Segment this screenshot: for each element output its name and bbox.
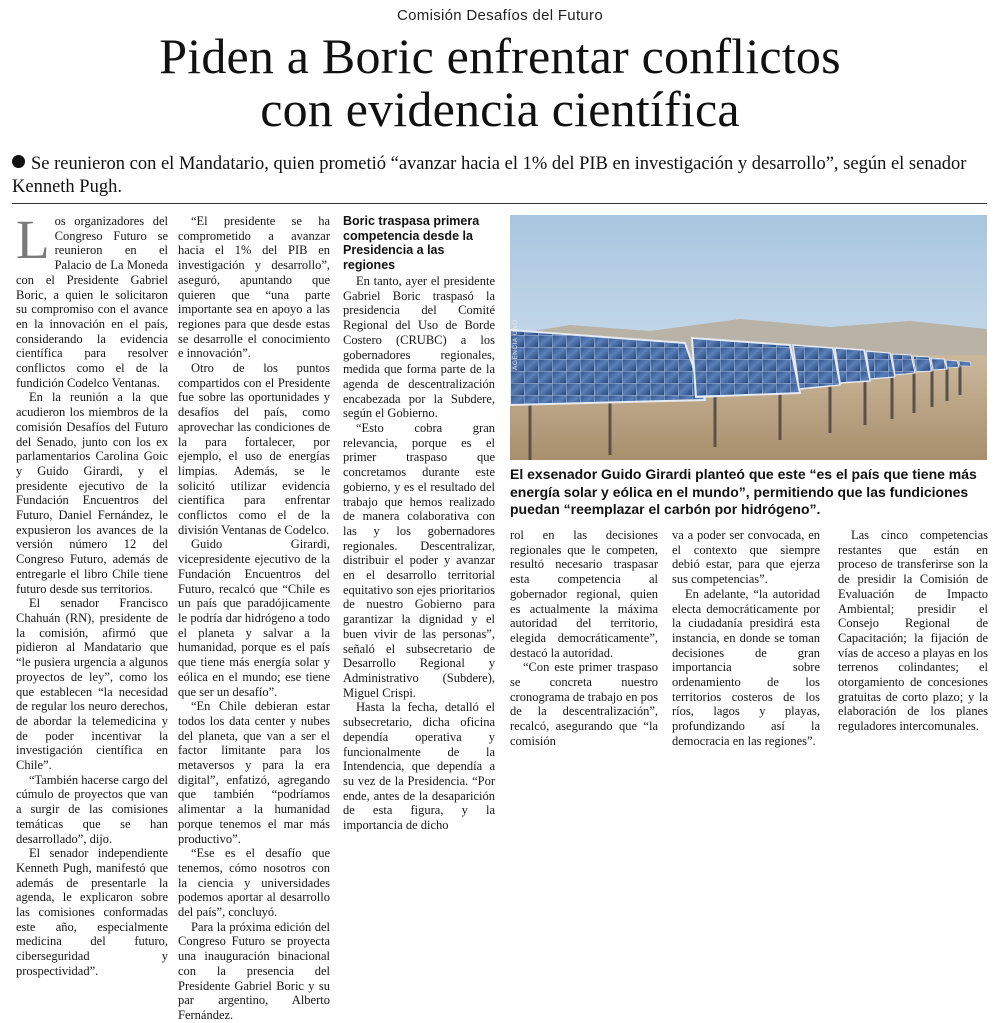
article-column-4 xyxy=(510,528,658,749)
deck-text: Se reunieron con el Mandatario, quien prometió “avanzar hacia el 1% del PIB en investigación y desarrollo”, según el senador Kenneth Pugh. xyxy=(12,154,967,197)
paragraph: Las cinco competencias restantes que están en proceso de transferirse son la de presidir la Comisión de Evaluación de Impacto Ambiental; presidir el Consejo Regional de Capacitación; la fijación de vías de acceso a playas en los terrenos colindantes; el otorgamiento de concesiones gratuitas de corto plazo; y la elaboración de los planes reguladores intercomunales. xyxy=(838,528,988,734)
article-column-2 xyxy=(178,214,330,1023)
divider xyxy=(12,203,987,204)
article-column-3 xyxy=(343,214,495,833)
paragraph: “El presidente se ha comprometido a avanzar hacia el 1% del PIB en investigación y desarrollo”, aseguró, apuntando que quieren que “una parte importante sea en apoyo a las regiones para que desde estas se desarrolle el conocimiento e innovación”. xyxy=(178,214,330,361)
paragraph: “También hacerse cargo del cúmulo de proyectos que van a surgir de las comisiones temáticas que se han desarrollado”, dijo. xyxy=(16,772,168,846)
section-label: Comisión Desafíos del Futuro xyxy=(397,7,603,24)
photo-credit: AGENCIA UNO xyxy=(512,319,519,370)
subheading: Boric traspasa primera competencia desde la Presidencia a las regiones xyxy=(343,214,480,272)
paragraph: “En Chile debieran estar todos los data center y nubes del planeta, que van a ser el factor limitante para los metaversos y para la era digital”, enfatizó, agregando que también “podríamos alimentar a la humanidad porque tenemos el mar más productivo”. xyxy=(178,699,330,846)
article-column-1 xyxy=(16,209,168,979)
photo-caption: El exsenador Guido Girardi planteó que este “es el país que tiene más energía solar y eólica en el mundo”, permitiendo que las fundiciones puedan “reemplazar el carbón por hidrógeno”. xyxy=(510,466,977,517)
article-column-6 xyxy=(838,528,988,734)
headline-line-1: Piden a Boric enfrentar conflictos xyxy=(159,28,841,84)
paragraph: Los organizadores del Congreso Futuro se reunieron en el Palacio de La Moneda con el Presidente Gabriel Boric, a quien le solicitaron su compromiso con el avance en la innovación en el país, considerando la evidencia científica para resolver conflictos como el de la fundición Codelco Ventanas. xyxy=(16,209,168,390)
paragraph: Hasta la fecha, detalló el subsecretario, dicha oficina dependía operativa y funcionalmente de la Intendencia, que dependía a su vez de la Presidencia. “Por ende, antes de la desaparición de esta figura, y la importancia de dicho xyxy=(343,700,495,833)
drop-cap: L xyxy=(16,209,50,270)
deck xyxy=(12,153,987,199)
paragraph: “Ese es el desafío que tenemos, cómo nosotros con la ciencia y universidades podemos aportar al desarrollo del país”, concluyó. xyxy=(178,846,330,920)
paragraph: En adelante, “la autoridad electa democráticamente por la ciudadanía presidirá esta instancia, en donde se toman decisiones de gran importancia sobre ordenamiento de los territorios costeros de los ríos, lagos y playas, profundizando así la democracia en las regiones”. xyxy=(672,586,820,748)
article-column-5 xyxy=(672,528,820,749)
paragraph: Para la próxima edición del Congreso Futuro se proyecta una inauguración binacional con la presencia del Presidente Gabriel Boric y su par argentino, Alberto Fernández. xyxy=(178,919,330,1022)
paragraph: El senador Francisco Chahuán (RN), presidente de la comisión, afirmó que pidieron al Mandatario que “le pusiera urgencia a algunos proyectos de ley”, como los que establecen “la necesidad de regular los neuro derechos, de abordar la telemedicina y de poder incentivar la investigación científica en Chile”. xyxy=(16,596,168,773)
paragraph: En la reunión a la que acudieron los miembros de la comisión Desafíos del Futuro del Senado, junto con los ex parlamentarios Carolina Goic y Guido Girardi, y el presidente ejecutivo de la Fundación Encuentros del Futuro, Daniel Fernández, le expusieron los avances de la versión número 12 del Congreso Futuro, además de entregarle el libro Chile tiene futuro desde sus territorios. xyxy=(16,390,168,596)
paragraph: va a poder ser convocada, en el contexto que siempre debió estar, para que ejerza sus competencias”. xyxy=(672,528,820,587)
paragraph: El senador independiente Kenneth Pugh, manifestó que además de presentarle la agenda, le explicaron sobre las comisiones conformadas este año, especialmente medicina del futuro, ciberseguridad y prospectividad”. xyxy=(16,846,168,978)
paragraph: “Esto cobra gran relevancia, porque es el primer traspaso que concretamos durante este gobierno, y es el resultado del trabajo que hemos realizado de manera colaborativa con las y los gobernadores regionales. Descentralizar, distribuir el poder y avanzar en el desarrollo territorial equitativo son ejes prioritarios de nuestro Gobierno para garantizar la dignidad y el buen vivir de las personas”, señaló el subsecretario de Desarrollo Regional y Administrativo (Subdere), Miguel Crispi. xyxy=(343,421,495,700)
paragraph: Guido Girardi, vicepresidente ejecutivo de la Fundación Encuentros del Futuro, recalcó que “Chile es un país que paradójicamente le podría dar hidrógeno a todo el planeta y salvar a la humanidad, porque es el país que tiene más energía solar y eólica en el mundo; ese tiene que ser un desafío”. xyxy=(178,537,330,699)
paragraph: Otro de los puntos compartidos con el Presidente fue sobre las oportunidades y desafíos del país, como aprovechar las condiciones de la para fortalecer, por ejemplo, el uso de energías limpias. Además, se le solicitó utilizar evidencia científica para enfrentar conflictos como el de la división Ventanas de Codelco. xyxy=(178,361,330,537)
paragraph: “Con este primer traspaso se concreta nuestro cronograma de trabajo en pos de la descentralización”, recalcó, asegurando que “la comisión xyxy=(510,660,658,748)
bullet-icon xyxy=(12,155,25,168)
paragraph: En tanto, ayer el presidente Gabriel Boric traspasó la presidencia del Comité Regional del Uso de Borde Costero (CRUBC) a los gobernadores regionales, medida que forma parte de la agenda de descentralización encabezada por la Subdere, según el Gobierno. xyxy=(343,274,495,421)
headline-line-2: con evidencia científica xyxy=(260,81,740,137)
paragraph: rol en las decisiones regionales que le competen, resultó necesario traspasar esta competencia al gobernador regional, quien es actualmente la máxima autoridad del territorio, elegida democráticamente”, destacó la autoridad. xyxy=(510,528,658,660)
solar-panels-photo xyxy=(510,215,987,460)
headline xyxy=(0,30,1000,136)
